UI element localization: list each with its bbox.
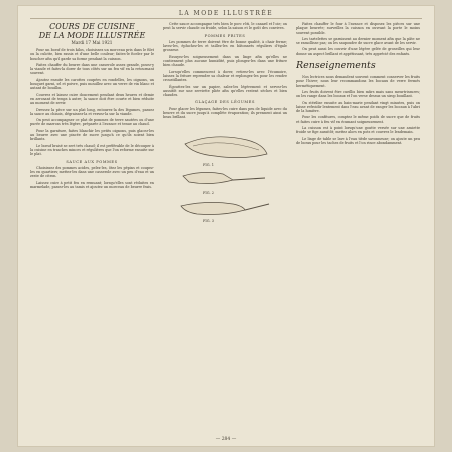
section-heading: SAUCE AUX POMMES [66, 159, 118, 164]
kitchen-tools-figure [163, 124, 287, 224]
paragraph: Pour un boeuf de trois kilos, choisissez un morceau pris dans le filet ou la culotte, bien rassis et d'une belle couleur; faites-le ficeler par le boucher afin qu'il garde sa forme pendant la cuisson. [30, 48, 154, 61]
paragraph: On peut aussi les couvrir d'une légère gelée de groseilles qui leur donne un aspect brillant et appétissant, très apprécié des enfants. [296, 47, 420, 56]
section-heading: GLAÇAGE DES LÉGUMES [194, 100, 256, 105]
paragraph: Pour la garniture, faites blanchir les petits oignons, puis glacez-les au beurre avec une pincée de sucre jusqu'à ce qu'ils soient bien brillants. [30, 128, 154, 142]
column-middle [163, 22, 287, 432]
renseignements-heading: Renseignements [296, 60, 376, 72]
paragraph: Cette sauce accompagne très bien le porc rôti, le canard et l'oie; on peut la servir chaude ou froide, selon la saison et le goût des convives. [163, 22, 287, 31]
paragraph: Le linge de table se lave à l'eau tiède savonneuse; on ajoute un peu de borax pour les taches de fruits et l'on rince abondamment. [296, 136, 420, 145]
paragraph: Lorsqu'elles commencent à dorer, retirez-les avec l'écumoire, laissez la friture reprendre sa chaleur et replongez-les pour les rendre croustillantes. [163, 69, 287, 83]
paragraph: La cuisson est à point lorsqu'une goutte versée sur une assiette froide se fige aussitôt; mettez alors en pots et couvrez le lendemain. [296, 126, 420, 135]
fig2-caption: FIG. 2 [203, 190, 214, 195]
paragraph: Pour les confitures, comptez le même poids de sucre que de fruits et faites cuire à feu vif en écumant soigneusement. [296, 115, 420, 124]
fig2-drawing [183, 172, 233, 183]
column-left [30, 22, 154, 432]
paragraph: On peut accompagner ce plat de pommes de terre sautées ou d'une purée de marrons très légère, préparée à l'avance et tenue au chaud. [30, 118, 154, 127]
page-number: — 284 — [215, 437, 237, 442]
paragraph: Les tartelettes se garnissent au dernier moment afin que la pâte ne se ramollisse pas; on les saupoudre de sucre glace avant de les servir. [296, 36, 420, 46]
masthead-date: Mardi 17 Mai 1921 [71, 40, 113, 45]
paragraph: Choisissez des pommes acides, pelez-les, ôtez les pépins et coupez-les en quartiers; mettez-les dans une casserole avec un peu d'eau et un zeste de citron. [30, 165, 154, 179]
fig3-caption: FIG. 3 [203, 218, 214, 223]
paragraph: Nos lectrices nous demandent souvent comment conserver les fruits pour l'hiver; nous leur recommandons les bocaux de verre fermés hermétiquement. [296, 75, 420, 88]
masthead-line2: DE LA MODE ILLUSTRÉE [38, 31, 146, 40]
paragraph: Ajoutez ensuite les carottes coupées en rondelles, les oignons, un bouquet garni, sel et poivre, puis mouillez avec un verre de vin blanc et autant de bouillon. [30, 77, 154, 91]
paragraph: Dressez la pièce sur un plat long, entourez-la des légumes, passez la sauce au chinois, dégraissez-la et versez-la sur la viande. [30, 107, 154, 116]
header-rule [30, 18, 422, 19]
paragraph: Pour glacer les légumes, faites-les cuire dans peu de liquide avec du beurre et du sucre jusqu'à complète évaporation; ils prennent ainsi un beau brillant. [163, 106, 287, 120]
cutlery-illustrations [163, 124, 287, 224]
section-heading: POMMES FRITES [204, 33, 246, 38]
fig3-drawing [181, 202, 245, 214]
paragraph: Faites chauffer du beurre dans une casserole assez grande, posez-y la viande et faites-la dorer de tous côtés sur un feu vif en la retournant souvent. [30, 62, 154, 76]
paragraph: Couvrez et laissez cuire doucement pendant deux heures et demie en arrosant de temps à autre; la sauce doit être courte et bien réduite au moment de servir. [30, 92, 154, 106]
masthead-line1: COURS DE CUISINE [49, 22, 135, 31]
masthead [30, 22, 154, 45]
fig1-caption: FIG. 1 [203, 162, 214, 167]
paragraph: Essuyez-les soigneusement dans un linge afin qu'elles ne contiennent plus aucune humidité, puis plongez-les dans une friture bien chaude. [163, 54, 287, 68]
running-head: LA MODE ILLUSTRÉE [178, 10, 274, 17]
paragraph: Laissez cuire à petit feu en remuant; lorsqu'elles sont réduites en marmelade, passez-les au tamis et ajoutez un morceau de beurre frais. [30, 180, 154, 190]
column-right [296, 22, 420, 432]
paragraph: Les pommes de terre doivent être de bonne qualité, à chair ferme; lavez-les, épluchez-les et taillez-les en bâtonnets réguliers d'égale grosseur. [163, 39, 287, 53]
paragraph: Faites chauffer le four à l'avance et disposez les pièces sur une plaque beurrée; surveillez la cuisson en ouvrant la porte le moins souvent possible. [296, 22, 420, 35]
paragraph: On stérilise ensuite au bain-marie pendant vingt minutes, puis on laisse refroidir lentement dans l'eau avant de ranger les bocaux à l'abri de la lumière. [296, 100, 420, 114]
paragraph: Égouttez-les sur un papier, salez-les légèrement et servez-les aussitôt sur une serviette pliée afin qu'elles restent sèches et bien chaudes. [163, 84, 287, 98]
paragraph: Les fruits doivent être cueillis bien mûrs mais sans meurtrissures; on les range dans les bocaux et l'on verse dessus un sirop bouillant. [296, 89, 420, 99]
fig1-drawing [185, 136, 267, 157]
paragraph: Le boeuf braisé se sert très chaud; il est préférable de le découper à la cuisine en tranches minces et régulières que l'on reforme ensuite sur le plat. [30, 143, 154, 157]
magazine-page [18, 6, 434, 446]
